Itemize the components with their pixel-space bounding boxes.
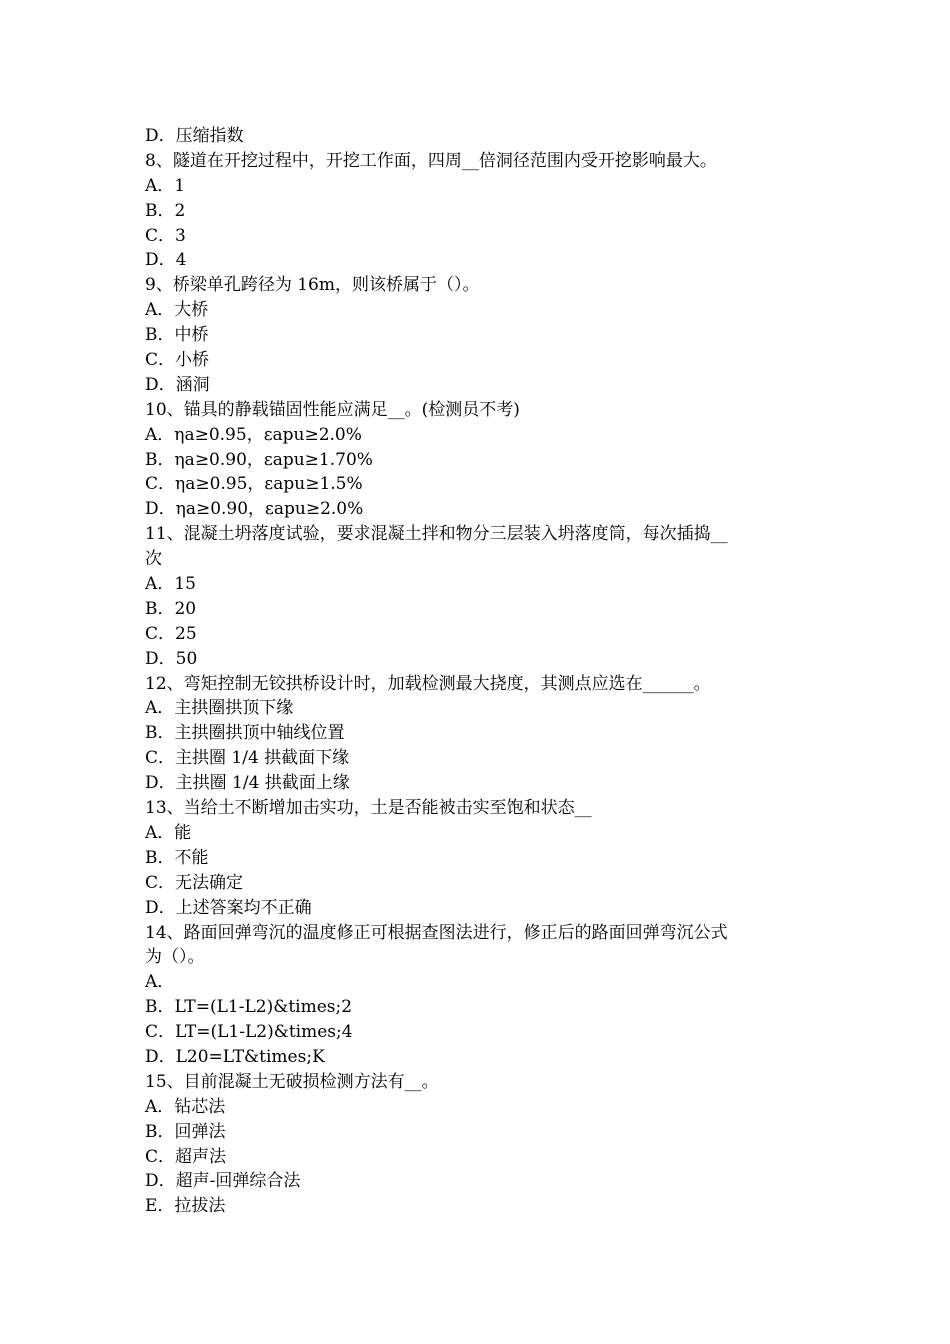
- option-line: B．回弹法: [145, 1121, 226, 1142]
- option-line: A．能: [145, 822, 192, 843]
- option-line: B．LT=(L1-L2)&times;2: [145, 997, 353, 1018]
- option-line: B．ηa≥0.90，εapu≥1.70%: [145, 449, 373, 470]
- option-line: C．25: [145, 623, 197, 644]
- question-13: 13、当给土不断增加击实功，土是否能被击实至饱和状态__: [145, 798, 592, 819]
- option-line: A．钻芯法: [145, 1096, 226, 1117]
- option-line: C．超声法: [145, 1146, 227, 1167]
- option-line: B．中桥: [145, 325, 209, 346]
- document-body: [145, 124, 815, 1219]
- option-line: C．ηa≥0.95，εapu≥1.5%: [145, 474, 363, 495]
- option-line: D．上述答案均不正确: [145, 897, 312, 918]
- option-line: C．LT=(L1-L2)&times;4: [145, 1022, 353, 1043]
- option-line: D．4: [145, 250, 187, 271]
- option-line: D．压缩指数: [145, 126, 244, 146]
- option-line: D．L20=LT&times;K: [145, 1046, 325, 1067]
- question-15: 15、目前混凝土无破损检测方法有__。: [145, 1071, 439, 1092]
- option-line: B．主拱圈拱顶中轴线位置: [145, 723, 345, 744]
- option-line: C．主拱圈 1/4 拱截面下缘: [145, 748, 350, 769]
- option-line: A．大桥: [145, 300, 209, 321]
- option-line: A．: [145, 972, 175, 993]
- question-12: 12、弯矩控制无铰拱桥设计时，加载检测最大挠度，其测点应选在______。: [145, 673, 711, 694]
- option-line: D．50: [145, 648, 198, 669]
- option-line: A．ηa≥0.95，εapu≥2.0%: [145, 424, 362, 445]
- option-line: D．涵洞: [145, 374, 210, 395]
- question-14: 14、路面回弹弯沉的温度修正可根据查图法进行，修正后的路面回弹弯沉公式: [145, 922, 728, 943]
- question-10: 10、锚具的静载锚固性能应满足__。(检测员不考): [145, 399, 520, 420]
- question-8: 8、隧道在开挖过程中，开挖工作面，四周__倍洞径范围内受开挖影响最大。: [145, 150, 717, 171]
- option-line: A．15: [145, 574, 196, 595]
- question-11: 11、混凝土坍落度试验，要求混凝土拌和物分三层装入坍落度筒，每次插捣__: [145, 524, 728, 545]
- question-14-continued: 为（）。: [145, 947, 205, 968]
- option-line: D．主拱圈 1/4 拱截面上缘: [145, 773, 350, 794]
- question-11-continued: 次: [145, 549, 162, 570]
- option-line: A．1: [145, 175, 186, 196]
- option-line: C．无法确定: [145, 872, 244, 893]
- option-line: D．ηa≥0.90，εapu≥2.0%: [145, 499, 364, 520]
- option-line: A．主拱圈拱顶下缘: [145, 698, 294, 719]
- option-line: B．20: [145, 598, 197, 619]
- option-line: E．拉拔法: [145, 1196, 226, 1217]
- option-line: C．3: [145, 225, 186, 246]
- option-line: B．2: [145, 200, 186, 221]
- option-line: C．小桥: [145, 350, 210, 371]
- option-line: B．不能: [145, 847, 209, 868]
- option-line: D．超声-回弹综合法: [145, 1171, 301, 1192]
- question-9: 9、桥梁单孔跨径为 16m，则该桥属于（）。: [145, 275, 480, 296]
